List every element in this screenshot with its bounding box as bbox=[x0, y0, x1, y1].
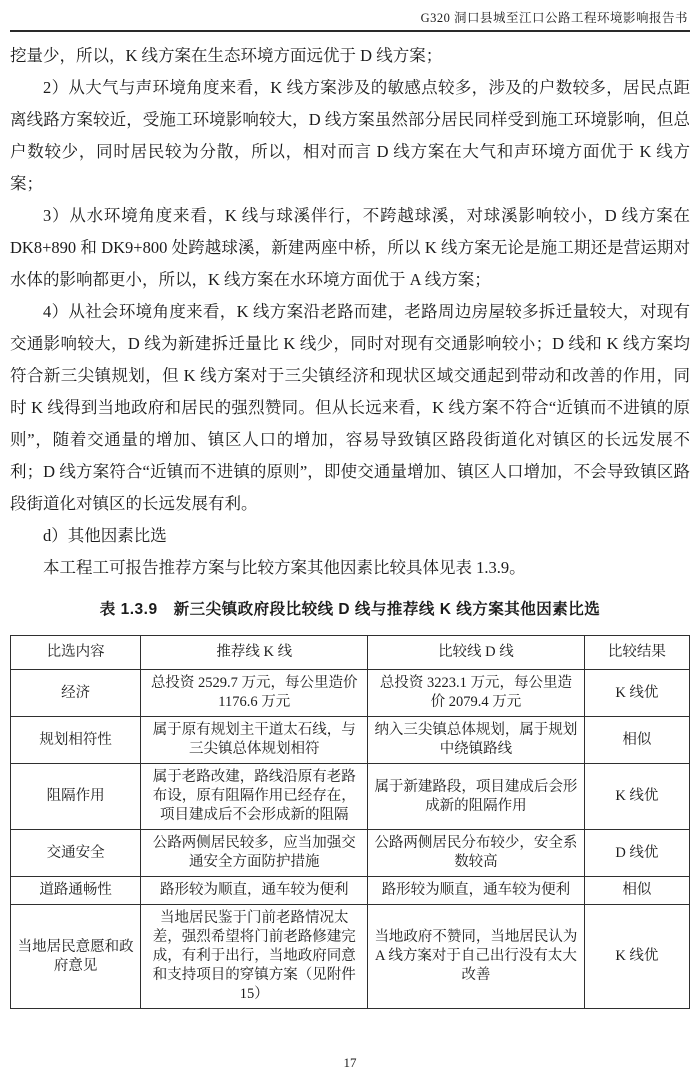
table-cell: K 线优 bbox=[584, 764, 689, 830]
column-header: 比较结果 bbox=[584, 636, 689, 670]
table-cell: 总投资 2529.7 万元，每公里造价 1176.6 万元 bbox=[141, 670, 368, 717]
table-cell: 交通安全 bbox=[11, 830, 141, 877]
column-header: 推荐线 K 线 bbox=[141, 636, 368, 670]
paragraph: 挖量少，所以，K 线方案在生态环境方面远优于 D 线方案； bbox=[10, 46, 443, 65]
table-row bbox=[11, 877, 690, 905]
table-cell: 当地政府不赞同，当地居民认为 A 线方案对于自己出行没有太大改善 bbox=[368, 905, 585, 1009]
table-row bbox=[11, 717, 690, 764]
table-cell: 经济 bbox=[11, 670, 141, 717]
table-cell: 纳入三尖镇总体规划，属于规划中绕镇路线 bbox=[368, 717, 585, 764]
table-header-row bbox=[11, 636, 690, 670]
table-caption: 表 1.3.9 新三尖镇政府段比较线 D 线与推荐线 K 线方案其他因素比选 bbox=[99, 601, 601, 618]
table-cell: 阻隔作用 bbox=[11, 764, 141, 830]
table-cell: 道路通畅性 bbox=[11, 877, 141, 905]
table-cell: 属于新建路段，项目建成后会形成新的阻隔作用 bbox=[368, 764, 585, 830]
table-cell: K 线优 bbox=[584, 670, 689, 717]
table-cell: 相似 bbox=[584, 877, 689, 905]
table-cell: 路形较为顺直，通车较为便利 bbox=[141, 877, 368, 905]
report-title: G320 洞口县城至江口公路工程环境影响报告书 bbox=[420, 11, 688, 25]
table-row bbox=[11, 670, 690, 717]
page-number: 17 bbox=[343, 1055, 357, 1070]
table-cell: D 线优 bbox=[584, 830, 689, 877]
table-cell: K 线优 bbox=[584, 905, 689, 1009]
table-cell: 当地居民鉴于门前老路情况太差，强烈希望将门前老路修建完成，有利于出行，当地政府同意和支持项目的穿镇方案（见附件 15） bbox=[141, 905, 368, 1009]
table-cell: 属于老路改建，路线沿原有老路布设，原有阻隔作用已经存在，项目建成后不会形成新的阻隔 bbox=[141, 764, 368, 830]
table-row bbox=[11, 905, 690, 1009]
table-cell: 公路两侧居民分布较少，安全系数较高 bbox=[368, 830, 585, 877]
page-header bbox=[10, 6, 690, 32]
document-body bbox=[10, 40, 690, 1009]
table-cell: 路形较为顺直，通车较为便利 bbox=[368, 877, 585, 905]
table-cell: 当地居民意愿和政府意见 bbox=[11, 905, 141, 1009]
table-cell: 总投资 3223.1 万元，每公里造价 2079.4 万元 bbox=[368, 670, 585, 717]
table-row bbox=[11, 764, 690, 830]
table-cell: 相似 bbox=[584, 717, 689, 764]
paragraph: 3）从水环境角度来看，K 线与球溪伴行，不跨越球溪，对球溪影响较小，D 线方案在 DK8+890 和 DK9+800 处跨越球溪，新建两座中桥，所以 K 线方案无论是施工期还是营运期对水体的影响都更小，所以，K 线方案在水环境方面优于 A 线方案； bbox=[10, 206, 690, 289]
paragraph: 本工程工可报告推荐方案与比较方案其他因素比较具体见表 1.3.9。 bbox=[43, 558, 526, 577]
table-cell: 属于原有规划主干道太石线，与三尖镇总体规划相符 bbox=[141, 717, 368, 764]
paragraph: 2）从大气与声环境角度来看，K 线方案涉及的敏感点较多，涉及的户数较多，居民点距离线路方案较近，受施工环境影响较大，D 线方案虽然部分居民同样受到施工环境影响，但总户数较少，同时居民较为分散，所以，相对而言 D 线方案在大气和声环境方面优于 K 线方案； bbox=[10, 78, 690, 193]
paragraph: d）其他因素比选 bbox=[43, 526, 167, 545]
column-header: 比较线 D 线 bbox=[368, 636, 585, 670]
table-cell: 公路两侧居民较多，应当加强交通安全方面防护措施 bbox=[141, 830, 368, 877]
page-footer bbox=[0, 1055, 700, 1071]
column-header: 比选内容 bbox=[11, 636, 141, 670]
table-row bbox=[11, 830, 690, 877]
comparison-table bbox=[10, 635, 690, 1009]
paragraph: 4）从社会环境角度来看，K 线方案沿老路而建，老路周边房屋较多拆迁量较大，对现有交通影响较大，D 线为新建拆迁量比 K 线少，同时对现有交通影响较小；D 线和 K 线方案均符合新三尖镇规划，但 K 线方案对于三尖镇经济和现状区域交通起到带动和改善的作用，同时 K 线得到当地政府和居民的强烈赞同。但从长远来看，K 线方案不符合“近镇而不进镇的原则”，随着交通量的增加、镇区人口的增加，容易导致镇区路段街道化对镇区的长远发展不利；D 线方案符合“近镇而不进镇的原则”，即使交通量增加、镇区人口增加，不会导致镇区路段街道化对镇区的长远发展有利。 bbox=[10, 302, 690, 513]
table-cell: 规划相符性 bbox=[11, 717, 141, 764]
